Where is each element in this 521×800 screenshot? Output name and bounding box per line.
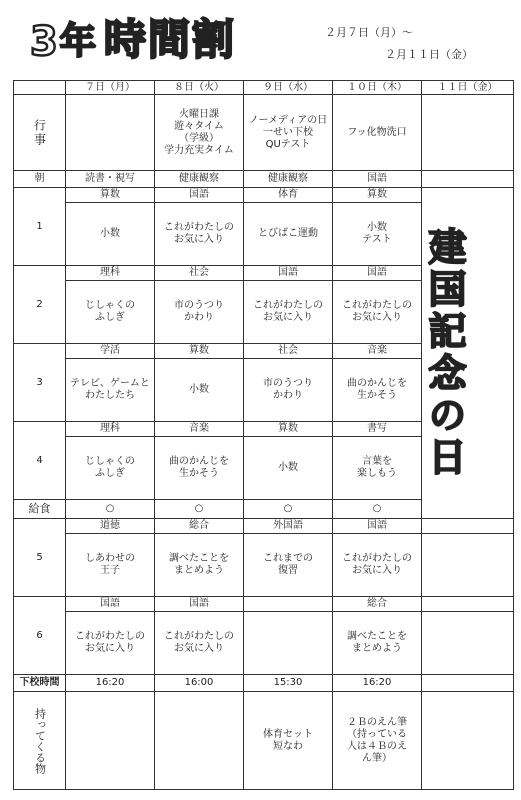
lesson-content: これがわたしの お気に入り [342,300,412,323]
subject [422,597,513,612]
subject: 算数 [244,422,332,437]
subject: 算数 [333,188,421,203]
page-title [30,15,236,65]
lesson-content: 市のうつり かわり [174,300,224,323]
period-number: 6 [14,597,66,675]
period-cell [244,422,333,500]
period-cell [422,519,514,597]
subject: 国語 [333,519,421,534]
title-main: 時間割 [103,15,236,64]
period-row [14,188,514,266]
event-cell [422,95,514,171]
lesson-content [422,534,513,596]
morning-cell [422,171,514,188]
subject [244,597,332,612]
lesson-content: テレビ、ゲームと わたしたち [70,378,150,401]
period-cell [66,266,155,344]
period-cell [244,188,333,266]
date-range [325,22,473,66]
lesson-content: 曲のかんじを 生かそう [169,456,229,479]
period-cell [333,344,422,422]
day-header: ７日（月） [66,81,155,95]
period-cell [155,188,244,266]
lesson-content: 曲のかんじを 生かそう [347,378,407,401]
bring-row [14,692,514,790]
morning-row [14,171,514,188]
subject: 道徳 [66,519,154,534]
header [0,0,521,80]
day-header: １０日（木） [333,81,422,95]
subject: 総合 [333,597,421,612]
bring-cell [66,692,155,790]
period-cell [66,344,155,422]
bring-cell: 体育セット 短なわ [244,692,333,790]
lesson-content: 小数 [189,384,209,395]
lesson-content [244,612,332,674]
subject: 音楽 [155,422,243,437]
period-cell [333,597,422,675]
subject: 学活 [66,344,154,359]
lesson-content: 小数 [100,228,120,239]
day-header: ９日（水） [244,81,333,95]
row-label-morning: 朝 [14,171,66,188]
subject: 社会 [155,266,243,281]
lunch-cell: ○ [155,500,244,519]
bring-cell: ２Ｂのえん筆 （持っている 人は４Ｂのえ ん筆） [333,692,422,790]
morning-cell: 国語 [333,171,422,188]
subject: 国語 [155,188,243,203]
period-cell [333,188,422,266]
bring-cell [155,692,244,790]
period-cell [155,597,244,675]
period-row [14,597,514,675]
period-cell [66,519,155,597]
period-cell [66,422,155,500]
period-cell [333,422,422,500]
lunch-cell: ○ [333,500,422,519]
period-number: 3 [14,344,66,422]
lesson-content: これがわたしの お気に入り [164,631,234,654]
day-header-row [14,81,514,95]
morning-cell: 読書・視写 [66,171,155,188]
day-header: ８日（火） [155,81,244,95]
lesson-content: これがわたしの お気に入り [342,553,412,576]
lesson-content: じしゃくの ふしぎ [85,456,135,479]
dismissal-row [14,675,514,692]
subject: 国語 [66,597,154,612]
lesson-content: 小数 テスト [362,222,392,245]
subject: 総合 [155,519,243,534]
subject: 国語 [333,266,421,281]
period-cell [66,188,155,266]
dismissal-cell [422,675,514,692]
morning-cell: 健康観察 [155,171,244,188]
period-cell [244,344,333,422]
row-label-bring [14,692,66,790]
events-row [14,95,514,171]
period-cell [155,422,244,500]
corner-cell [14,81,66,95]
subject: 国語 [244,266,332,281]
lunch-cell: ○ [66,500,155,519]
lesson-content: これがわたしの お気に入り [164,222,234,245]
subject: 外国語 [244,519,332,534]
period-cell [155,266,244,344]
lesson-content: 小数 [278,462,298,473]
subject [422,519,513,534]
period-number: 1 [14,188,66,266]
event-cell [66,95,155,171]
lesson-content: 調べたことを まとめよう [169,553,229,576]
subject: 音楽 [333,344,421,359]
subject: 社会 [244,344,332,359]
dismissal-cell: 16:00 [155,675,244,692]
period-row [14,519,514,597]
timetable [13,80,514,790]
holiday-label: 建国記念の日 [422,227,466,479]
lesson-content: これまでの 復習 [263,553,313,576]
period-cell [155,519,244,597]
date-range-start: ２月７日（月）～ [325,26,413,39]
day-header: １１日（金） [422,81,514,95]
lesson-content: 調べたことを まとめよう [347,631,407,654]
dismissal-cell: 16:20 [66,675,155,692]
events-label: 行事 [32,118,47,147]
period-number: 4 [14,422,66,500]
event-cell: 火曜日課 遊々タイム （学級） 学力充実タイム [155,95,244,171]
bring-label: 持ってくる物 [33,707,47,774]
lesson-content: とびばこ運動 [258,228,318,239]
period-number: 2 [14,266,66,344]
lunch-cell: ○ [244,500,333,519]
period-cell [244,266,333,344]
row-label-dismissal: 下校時間 [14,675,66,692]
date-range-end: ２月１１日（金） [385,48,473,61]
bring-cell [422,692,514,790]
period-cell [155,344,244,422]
subject: 理科 [66,266,154,281]
lesson-content: これがわたしの お気に入り [253,300,323,323]
title-grade-number: 3 [30,19,58,65]
subject: 国語 [155,597,243,612]
lesson-content: しあわせの 王子 [85,553,135,576]
subject: 算数 [66,188,154,203]
dismissal-cell: 15:30 [244,675,333,692]
subject: 体育 [244,188,332,203]
period-cell [244,597,333,675]
period-cell [333,519,422,597]
title-grade-suffix: 年 [59,21,96,62]
subject: 理科 [66,422,154,437]
lesson-content: 市のうつり かわり [263,378,313,401]
period-cell [422,597,514,675]
period-cell [244,519,333,597]
morning-cell: 健康観察 [244,171,333,188]
lesson-content: 言葉を 楽しもう [357,456,397,479]
period-number: 5 [14,519,66,597]
dismissal-cell: 16:20 [333,675,422,692]
lesson-content [422,612,513,674]
period-cell [333,266,422,344]
period-cell [66,597,155,675]
holiday-cell [422,188,514,519]
row-label-lunch: 給食 [14,500,66,519]
event-cell: ノーメディアの日 一せい下校 QUテスト [244,95,333,171]
event-cell: フッ化物洗口 [333,95,422,171]
lesson-content: これがわたしの お気に入り [75,631,145,654]
lesson-content: じしゃくの ふしぎ [85,300,135,323]
subject: 算数 [155,344,243,359]
subject: 書写 [333,422,421,437]
row-label-events [14,95,66,171]
